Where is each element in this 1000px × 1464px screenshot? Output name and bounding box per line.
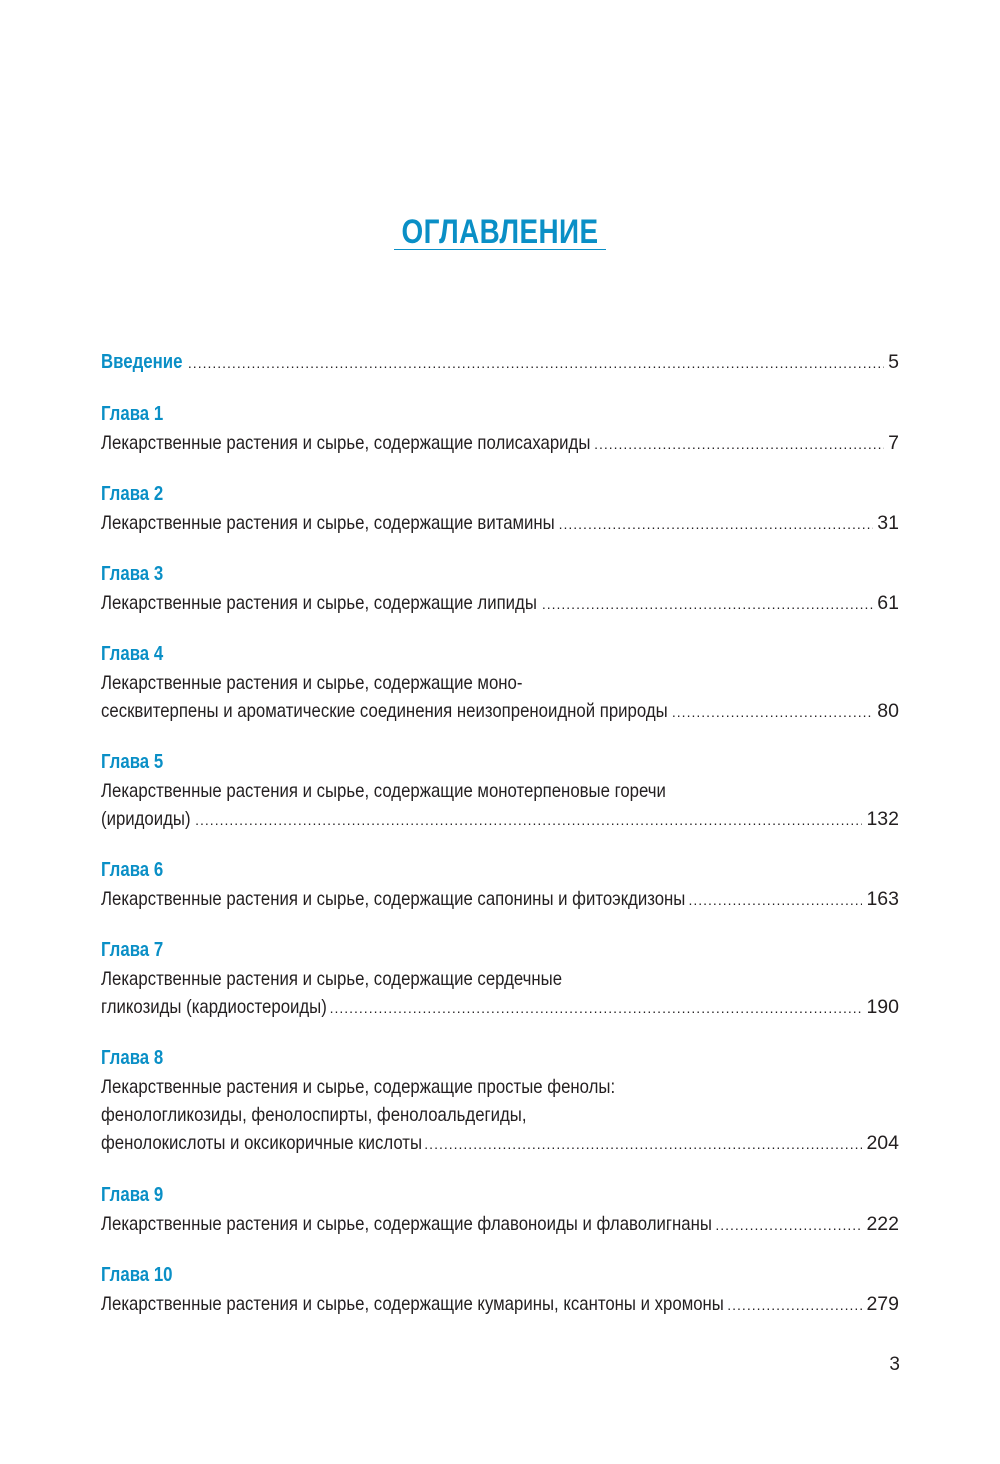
toc-page-number: 80 xyxy=(877,700,899,722)
toc-entry-title: Лекарственные растения и сырье, содержащие простые фенолы: xyxy=(101,1076,616,1098)
toc-entry-title: Лекарственные растения и сырье, содержащие моно- xyxy=(101,672,523,694)
chapter-heading-6: Глава 6 xyxy=(101,859,164,881)
toc-entry-title-line xyxy=(101,1101,899,1129)
leader-dots xyxy=(594,430,884,458)
toc-entry-chapter-4[interactable] xyxy=(101,697,899,725)
leader-dots xyxy=(559,510,874,538)
toc-entry-title: Лекарственные растения и сырье, содержащие полисахариды xyxy=(101,432,591,454)
chapter-heading-2: Глава 2 xyxy=(101,483,164,505)
chapter-heading-8: Глава 8 xyxy=(101,1047,164,1069)
toc-page-number: 279 xyxy=(866,1293,899,1315)
toc-entry-title-line xyxy=(101,777,899,805)
toc-entry-title: фенологликозиды, фенолоспирты, фенолоальдегиды, xyxy=(101,1104,527,1126)
toc-entry-title: сесквитерпены и ароматические соединения неизопреноидной природы xyxy=(101,700,668,722)
toc-entry-chapter-6[interactable] xyxy=(101,885,899,913)
leader-dots xyxy=(424,1130,862,1158)
toc-entry-title: (иридоиды) xyxy=(101,808,191,830)
leader-dots xyxy=(195,806,862,834)
toc-page-number: 222 xyxy=(866,1213,899,1235)
toc-entry-chapter-3[interactable] xyxy=(101,589,899,617)
toc-entry-title: гликозиды (кардиостероиды) xyxy=(101,996,327,1018)
toc-intro-label: Введение xyxy=(101,351,183,373)
toc-entry-title: Лекарственные растения и сырье, содержащие флавоноиды и флаволигнаны xyxy=(101,1213,712,1235)
toc-entry-title: Лекарственные растения и сырье, содержащие монотерпеновые горечи xyxy=(101,780,666,802)
toc-page-number: 204 xyxy=(866,1132,899,1154)
chapter-heading-3: Глава 3 xyxy=(101,563,164,585)
toc-entry-intro[interactable] xyxy=(101,348,899,376)
toc-entry-chapter-7[interactable] xyxy=(101,993,899,1021)
chapter-heading-5: Глава 5 xyxy=(101,751,164,773)
leader-dots xyxy=(672,698,873,726)
chapter-heading-7: Глава 7 xyxy=(101,939,164,961)
leader-dots xyxy=(727,1291,862,1319)
toc-page-number: 132 xyxy=(866,808,899,830)
toc-page-number: 61 xyxy=(877,592,899,614)
toc-page-number: 31 xyxy=(877,512,899,534)
toc-entry-chapter-5[interactable] xyxy=(101,805,899,833)
chapter-heading-4: Глава 4 xyxy=(101,643,164,665)
toc-page-number: 7 xyxy=(888,432,899,454)
toc-page-number: 190 xyxy=(866,996,899,1018)
leader-dots xyxy=(188,349,884,377)
leader-dots xyxy=(542,590,873,618)
toc-page-number: 5 xyxy=(888,351,899,373)
title-underline xyxy=(394,249,606,250)
toc-entry-chapter-2[interactable] xyxy=(101,509,899,537)
toc-entry-title: Лекарственные растения и сырье, содержащие сердечные xyxy=(101,968,563,990)
leader-dots xyxy=(715,1211,862,1239)
chapter-heading-9: Глава 9 xyxy=(101,1184,164,1206)
toc-entry-title: Лекарственные растения и сырье, содержащие липиды xyxy=(101,592,537,614)
toc-entry-chapter-9[interactable] xyxy=(101,1210,899,1238)
toc-entry-title: Лекарственные растения и сырье, содержащие витамины xyxy=(101,512,555,534)
toc-entry-title-line xyxy=(101,669,899,697)
chapter-heading-1: Глава 1 xyxy=(101,403,164,425)
toc-page-number: 163 xyxy=(866,888,899,910)
toc-entry-title-line xyxy=(101,1073,899,1101)
leader-dots xyxy=(330,994,863,1022)
toc-entry-title: Лекарственные растения и сырье, содержащие кумарины, ксантоны и хромоны xyxy=(101,1293,724,1315)
toc-entry-chapter-10[interactable] xyxy=(101,1290,899,1318)
toc-entry-title: Лекарственные растения и сырье, содержащие сапонины и фитоэкдизоны xyxy=(101,888,686,910)
page-number: 3 xyxy=(889,1354,900,1375)
leader-dots xyxy=(688,886,862,914)
toc-entry-chapter-1[interactable] xyxy=(101,429,899,457)
page-title: ОГЛАВЛЕНИЕ xyxy=(401,212,599,251)
toc-entry-title: фенолокислоты и оксикоричные кислоты xyxy=(101,1132,423,1154)
toc-entry-title-line xyxy=(101,965,899,993)
toc-entry-chapter-8[interactable] xyxy=(101,1129,899,1157)
chapter-heading-10: Глава 10 xyxy=(101,1264,173,1286)
